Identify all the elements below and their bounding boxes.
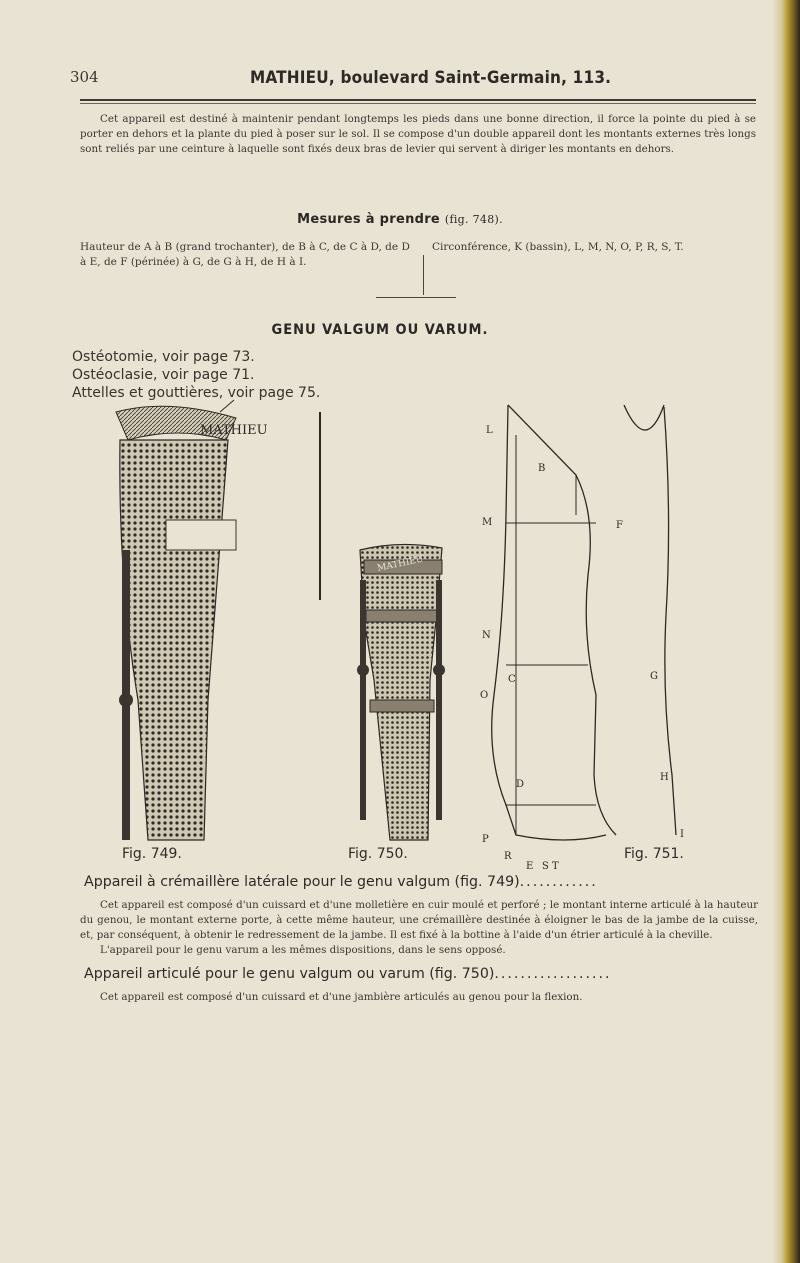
cross-ref-osteotomie: Ostéotomie, voir page 73.	[72, 349, 255, 365]
fig751-label-l: L	[486, 425, 493, 436]
figure-751-caption: Fig. 751.	[624, 846, 684, 862]
fig749-engraved-label: MATHIEU	[200, 423, 268, 438]
entry-2-title	[84, 966, 612, 982]
figure-749-caption: Fig. 749.	[122, 846, 182, 862]
fig751-label-e: E	[526, 861, 534, 872]
fig751-label-s: S	[542, 861, 549, 872]
fig751-label-m: M	[482, 517, 493, 528]
figure-751-measurement-diagram	[476, 395, 708, 872]
figure-749-illustration	[108, 400, 334, 850]
entry-2-dots: ..................	[494, 966, 612, 982]
measures-heading	[180, 212, 620, 227]
entry-1-dots: ............	[519, 874, 598, 890]
fig751-label-f: F	[616, 520, 623, 531]
running-title: MATHIEU, boulevard Saint-Germain, 113.	[250, 68, 612, 88]
measures-heights: Hauteur de A à B (grand trochanter), de B à C, de C à D, de D à E, de F (périnée) à G, de G à H, de H à I.	[80, 241, 410, 268]
entry-2-title-text: Appareil articulé pour le genu valgum ou varum (fig. 750)	[84, 966, 495, 982]
fig751-label-g: G	[650, 671, 658, 682]
entry-1-title	[84, 874, 598, 890]
fig751-label-i: I	[680, 829, 684, 840]
fig751-label-p: P	[482, 834, 489, 845]
figure-750-illustration	[330, 540, 470, 850]
fig751-label-d: D	[516, 779, 525, 790]
page-number: 304	[70, 68, 99, 86]
section-title: GENU VALGUM OU VARUM.	[271, 322, 489, 338]
page-edge-binding	[772, 0, 800, 1263]
cross-ref-attelles: Attelles et gouttières, voir page 75.	[72, 385, 321, 401]
page-header	[0, 68, 780, 92]
cross-ref-osteoclasie: Ostéoclasie, voir page 71.	[72, 367, 255, 383]
column-separator	[423, 255, 424, 295]
fig751-label-n: N	[482, 630, 491, 641]
fig751-label-o: O	[480, 690, 489, 701]
entry-1-title-text: Appareil à crémaillère latérale pour le genu valgum (fig. 749)	[84, 874, 520, 890]
header-rule	[80, 99, 756, 101]
entry-2-body: Cet appareil est composé d'un cuissard et d'une jambière articulés au genou pour la flexion.	[100, 991, 583, 1003]
intro-paragraph: Cet appareil est destiné à maintenir pendant longtemps les pieds dans une bonne direction, il force la pointe du pied à se porter en dehors et la plante du pied à poser sur le sol. Il se compose d'un double appareil dont les montants externes très longs sont reliés par une ceinture à laquelle sont fixés deux bras de levier qui servent à diriger les montants en dehors.	[80, 113, 756, 155]
entry-1-body: Cet appareil est composé d'un cuissard et d'une molletière en cuir moulé et perforé ; le montant interne articulé à la hauteur du genou, le montant externe porte, à cette même hauteur, une crémaillère destinée à éloigner le bas de la jambe de la cuisse, et, par conséquent, à obtenir le redressement de la jambe. Il est fixé à la bottine à l'aide d'un étrier articulé à la cheville.	[80, 899, 758, 941]
section-divider	[376, 297, 456, 298]
fig750-engraved-label: MATHIEU	[376, 554, 425, 574]
entry-1-body-2: L'appareil pour le genu varum a les mêmes dispositions, dans le sens opposé.	[100, 944, 506, 956]
header-rule-thin	[80, 103, 756, 104]
measures-circumference: Circonférence, K (bassin), L, M, N, O, P, R, S, T.	[432, 241, 684, 253]
measures-title: Mesures à prendre	[297, 212, 441, 227]
fig751-label-r: R	[504, 851, 512, 862]
fig751-label-b: B	[538, 463, 546, 474]
figure-750-caption: Fig. 750.	[348, 846, 408, 862]
fig751-label-c: C	[508, 674, 516, 685]
fig751-label-h: H	[660, 772, 669, 783]
measures-fig-ref: (fig. 748).	[444, 213, 503, 226]
fig751-label-t: T	[552, 861, 559, 872]
